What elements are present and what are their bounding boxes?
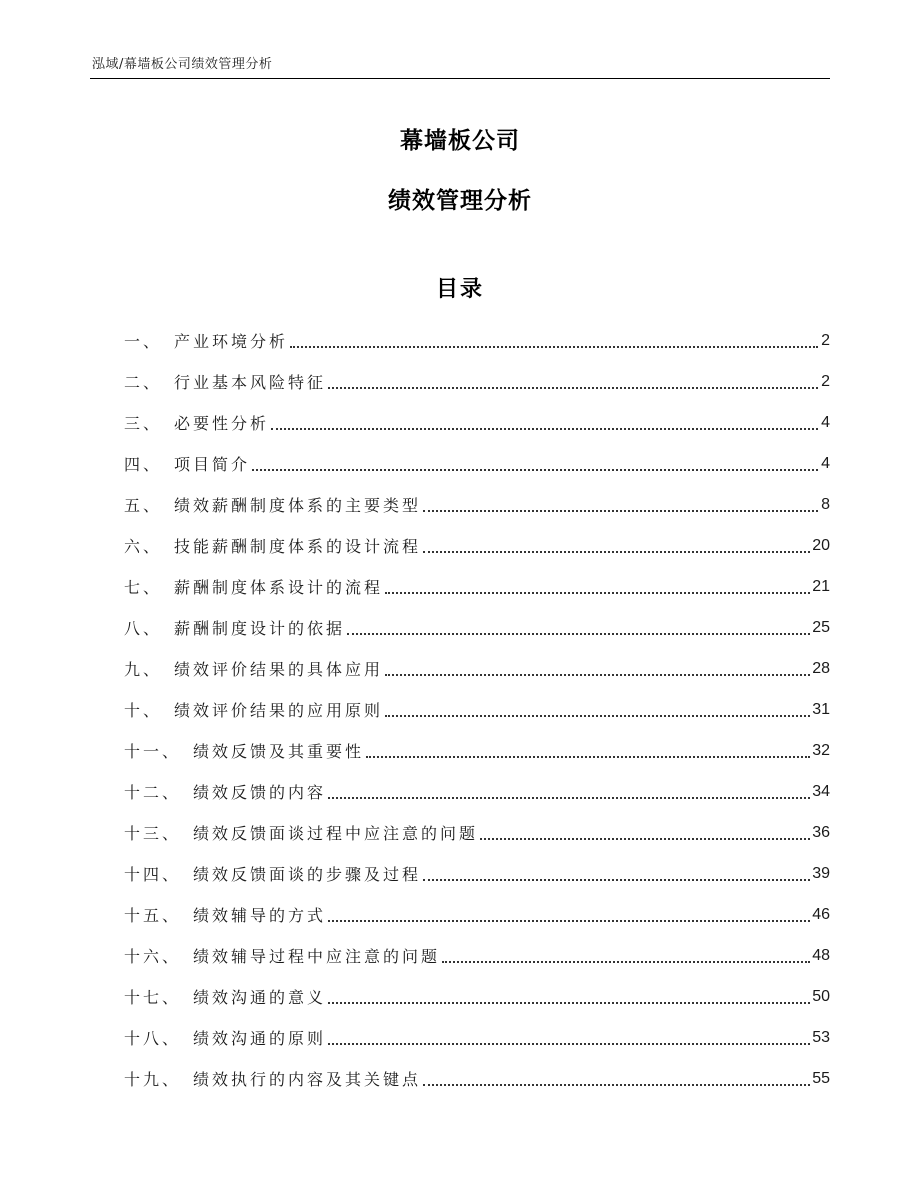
toc-dot-leader [328,387,818,389]
toc-entry-page: 53 [812,1028,830,1046]
document-company-title: 幕墙板公司 [400,128,520,154]
header-text: 泓域/幕墙板公司绩效管理分析 [92,57,273,72]
toc-entry-title: 薪酬制度设计的依据 [174,619,346,638]
toc-dot-leader [347,633,810,635]
toc-entry[interactable] [124,484,830,525]
toc-entry-page: 2 [821,331,830,349]
toc-entry-page: 4 [821,413,830,431]
toc-entry-number: 一、 [124,332,163,351]
toc-entry[interactable] [124,1017,830,1058]
toc-entry[interactable] [124,402,830,443]
toc-entry-page: 25 [812,618,830,636]
toc-entry[interactable] [124,812,830,853]
toc-entry[interactable] [124,1058,830,1099]
toc-entry-number: 八、 [124,619,163,638]
toc-dot-leader [252,469,818,471]
toc-entry-title: 绩效执行的内容及其关键点 [193,1070,422,1089]
toc-entry-title: 项目简介 [174,455,251,474]
toc-entry[interactable] [124,689,830,730]
toc-dot-leader [328,920,810,922]
toc-entry-number: 六、 [124,537,163,556]
toc-entry-title: 绩效辅导的方式 [193,906,327,925]
toc-dot-leader [442,961,810,963]
toc-entry[interactable] [124,320,830,361]
toc-entry-title: 技能薪酬制度体系的设计流程 [174,537,422,556]
toc-entry-title: 绩效反馈及其重要性 [193,742,365,761]
toc-entry-title: 绩效辅导过程中应注意的问题 [193,947,441,966]
toc-entry-title: 必要性分析 [174,414,270,433]
toc-entry[interactable] [124,976,830,1017]
document-subject-title: 绩效管理分析 [388,188,532,214]
toc-entry[interactable] [124,566,830,607]
toc-entry-title: 绩效反馈面谈的步骤及过程 [193,865,422,884]
toc-entry-page: 46 [812,905,830,923]
toc-entry-number: 十二、 [124,783,182,802]
toc-entry-page: 39 [812,864,830,882]
toc-entry-page: 20 [812,536,830,554]
toc-dot-leader [290,346,818,348]
toc-entry-page: 36 [812,823,830,841]
toc-dot-leader [328,1002,810,1004]
toc-entry-page: 32 [812,741,830,759]
toc-entry[interactable] [124,361,830,402]
toc-entry-title: 行业基本风险特征 [174,373,327,392]
toc-entry-title: 绩效沟通的原则 [193,1029,327,1048]
toc-entry-number: 十九、 [124,1070,182,1089]
toc-entry[interactable] [124,648,830,689]
toc-entry-number: 三、 [124,414,163,433]
table-of-contents [124,320,830,1099]
toc-dot-leader [328,797,810,799]
toc-entry-title: 绩效评价结果的应用原则 [174,701,384,720]
toc-entry[interactable] [124,607,830,648]
toc-dot-leader [385,592,810,594]
toc-entry-title: 绩效薪酬制度体系的主要类型 [174,496,422,515]
toc-entry-number: 七、 [124,578,163,597]
toc-entry-number: 五、 [124,496,163,515]
toc-dot-leader [328,1043,810,1045]
toc-dot-leader [385,674,810,676]
toc-entry-number: 九、 [124,660,163,679]
toc-dot-leader [423,551,810,553]
toc-heading: 目录 [435,277,484,302]
toc-entry-number: 四、 [124,455,163,474]
toc-entry-page: 50 [812,987,830,1005]
toc-entry[interactable] [124,443,830,484]
toc-entry-number: 十五、 [124,906,182,925]
toc-dot-leader [366,756,810,758]
toc-entry[interactable] [124,935,830,976]
toc-entry-number: 十四、 [124,865,182,884]
toc-entry[interactable] [124,730,830,771]
toc-entry-page: 48 [812,946,830,964]
toc-entry-page: 21 [812,577,830,595]
toc-entry[interactable] [124,894,830,935]
toc-entry[interactable] [124,853,830,894]
toc-entry-title: 产业环境分析 [174,332,289,351]
toc-entry-title: 绩效反馈面谈过程中应注意的问题 [193,824,479,843]
toc-entry-page: 55 [812,1069,830,1087]
toc-dot-leader [423,510,818,512]
toc-entry-page: 8 [821,495,830,513]
toc-entry-title: 绩效沟通的意义 [193,988,327,1007]
toc-entry-number: 十七、 [124,988,182,1007]
toc-dot-leader [271,428,818,430]
toc-dot-leader [480,838,810,840]
toc-entry-page: 2 [821,372,830,390]
toc-dot-leader [385,715,810,717]
toc-entry-page: 34 [812,782,830,800]
toc-entry[interactable] [124,525,830,566]
toc-entry-title: 绩效反馈的内容 [193,783,327,802]
page-header [90,50,830,79]
toc-entry[interactable] [124,771,830,812]
toc-dot-leader [423,1084,810,1086]
toc-entry-number: 十六、 [124,947,182,966]
toc-dot-leader [423,879,810,881]
toc-entry-title: 绩效评价结果的具体应用 [174,660,384,679]
toc-entry-page: 4 [821,454,830,472]
toc-entry-page: 28 [812,659,830,677]
toc-entry-number: 十三、 [124,824,182,843]
toc-entry-number: 十一、 [124,742,182,761]
toc-entry-page: 31 [812,700,830,718]
toc-entry-number: 十、 [124,701,163,720]
toc-entry-number: 二、 [124,373,163,392]
toc-entry-title: 薪酬制度体系设计的流程 [174,578,384,597]
toc-entry-number: 十八、 [124,1029,182,1048]
